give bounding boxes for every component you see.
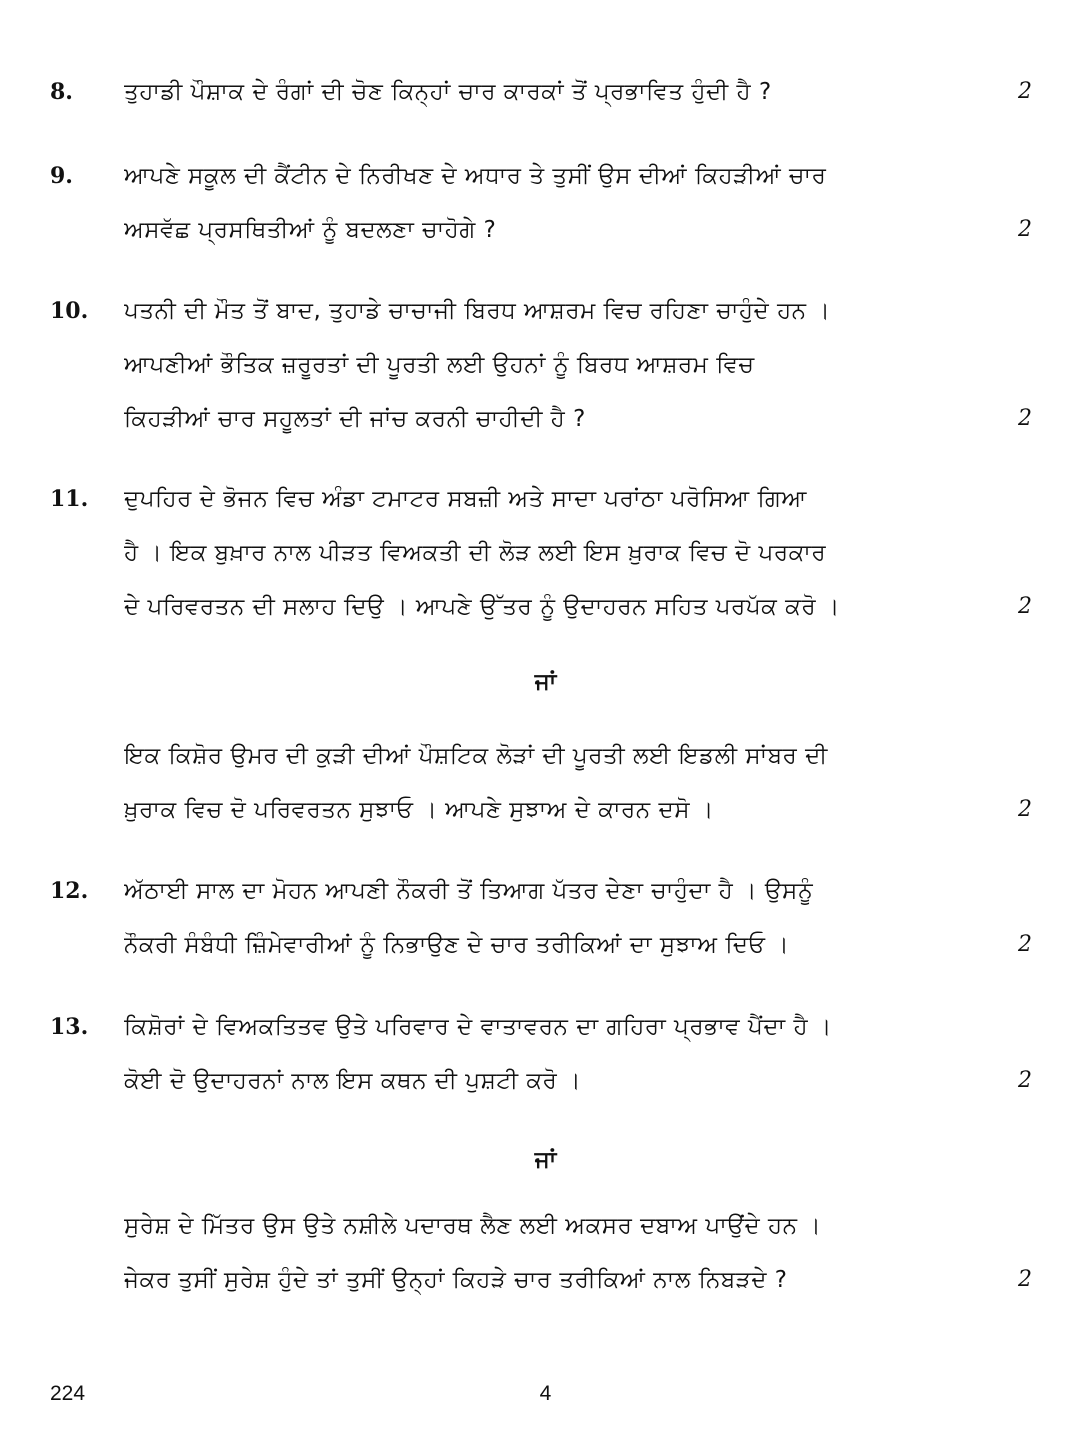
question-text [124, 65, 982, 119]
question-line: ਹੈ । ਇਕ ਬੁਖ਼ਾਰ ਨਾਲ ਪੀੜਤ ਵਿਅਕਤੀ ਦੀ ਲੋੜ ਲਈ ਇਸ ਖ਼ੁਰਾਕ ਵਿਚ ਦੋ ਪਰਕਾਰ [124, 540, 827, 566]
question-line: ਕਿਸ਼ੋਰਾਂ ਦੇ ਵਿਅਕਤਿਤਵ ਉਤੇ ਪਰਿਵਾਰ ਦੇ ਵਾਤਾਵਰਨ ਦਾ ਗਹਿਰਾ ਪ੍ਰਭਾਵ ਪੈਂਦਾ ਹੈ । [124, 1014, 832, 1040]
question-line: ਦੁਪਹਿਰ ਦੇ ਭੋਜਨ ਵਿਚ ਅੰਡਾ ਟਮਾਟਰ ਸਬਜ਼ੀ ਅਤੇ ਸਾਦਾ ਪਰਾਂਠਾ ਪਰੋਸਿਆ ਗਿਆ [124, 486, 807, 512]
question-line: ਨੌਕਰੀ ਸੰਬੰਧੀ ਜ਼ਿੰਮੇਵਾਰੀਆਂ ਨੂੰ ਨਿਭਾਉਣ ਦੇ ਚਾਰ ਤਰੀਕਿਆਂ ਦਾ ਸੁਝਾਅ ਦਿਓ । [124, 932, 790, 958]
question-line: ਦੇ ਪਰਿਵਰਤਨ ਦੀ ਸਲਾਹ ਦਿਉ । ਆਪਣੇ ਉੱਤਰ ਨੂੰ ਉਦਾਹਰਨ ਸਹਿਤ ਪਰਪੱਕ ਕਰੋ । [124, 594, 840, 620]
question-text [124, 1199, 982, 1307]
or-label: ਜਾਂ [534, 1147, 557, 1173]
page-number: 4 [539, 1382, 552, 1405]
question-number: 9. [50, 163, 73, 189]
question-line: ਤੁਹਾਡੀ ਪੌਸ਼ਾਕ ਦੇ ਰੰਗਾਂ ਦੀ ਚੋਣ ਕਿਨ੍ਹਾਂ ਚਾਰ ਕਾਰਕਾਂ ਤੋਂ ਪ੍ਰਭਾਵਿਤ ਹੁੰਦੀ ਹੈ ? [124, 79, 772, 105]
question-number: 11. [50, 486, 89, 512]
paper-code: 224 [50, 1382, 86, 1405]
question-marks: 2 [1018, 217, 1032, 242]
question-line: ਅਸਵੱਛ ਪ੍ਰਸਥਿਤੀਆਂ ਨੂੰ ਬਦਲਣਾ ਚਾਹੋਗੇ ? [124, 217, 497, 243]
question-text [124, 284, 982, 446]
question-number: 10. [50, 298, 89, 324]
question-marks: 2 [1018, 932, 1032, 957]
question-marks: 2 [1018, 1267, 1032, 1292]
question-text [124, 864, 982, 972]
question-line: ਆਪਣੇ ਸਕੂਲ ਦੀ ਕੈਂਟੀਨ ਦੇ ਨਿਰੀਖਣ ਦੇ ਅਧਾਰ ਤੇ ਤੁਸੀਂ ਉਸ ਦੀਆਂ ਕਿਹੜੀਆਂ ਚਾਰ [124, 163, 827, 189]
question-number: 13. [50, 1014, 89, 1040]
question-text [124, 729, 982, 837]
question-line: ਅੱਠਾਈ ਸਾਲ ਦਾ ਮੋਹਨ ਆਪਣੀ ਨੌਕਰੀ ਤੋਂ ਤਿਆਗ ਪੱਤਰ ਦੇਣਾ ਚਾਹੁੰਦਾ ਹੈ । ਉਸਨੂੰ [124, 878, 814, 904]
or-label: ਜਾਂ [534, 669, 557, 695]
question-marks: 2 [1018, 797, 1032, 822]
question-text [124, 1000, 982, 1108]
question-marks: 2 [1018, 79, 1032, 104]
question-line: ਪਤਨੀ ਦੀ ਮੌਤ ਤੋਂ ਬਾਦ, ਤੁਹਾਡੇ ਚਾਚਾਜੀ ਬਿਰਧ ਆਸ਼ਰਮ ਵਿਚ ਰਹਿਣਾ ਚਾਹੁੰਦੇ ਹਨ । [124, 298, 831, 324]
question-number: 8. [50, 79, 73, 105]
question-marks: 2 [1018, 1068, 1032, 1093]
question-line: ਸੁਰੇਸ਼ ਦੇ ਮਿੱਤਰ ਉਸ ਉਤੇ ਨਸ਼ੀਲੇ ਪਦਾਰਥ ਲੈਣ ਲਈ ਅਕਸਰ ਦਬਾਅ ਪਾਉਂਦੇ ਹਨ । [124, 1213, 822, 1239]
question-line: ਕੋਈ ਦੋ ਉਦਾਹਰਨਾਂ ਨਾਲ ਇਸ ਕਥਨ ਦੀ ਪੁਸ਼ਟੀ ਕਰੋ । [124, 1068, 582, 1094]
question-text [124, 472, 982, 634]
question-text [124, 149, 982, 257]
question-marks: 2 [1018, 594, 1032, 619]
question-line: ਖ਼ੁਰਾਕ ਵਿਚ ਦੋ ਪਰਿਵਰਤਨ ਸੁਝਾਓ । ਆਪਣੇ ਸੁਝਾਅ ਦੇ ਕਾਰਨ ਦਸੋ । [124, 797, 714, 823]
question-marks: 2 [1018, 406, 1032, 431]
question-number: 12. [50, 878, 89, 904]
question-line: ਇਕ ਕਿਸ਼ੋਰ ਉਮਰ ਦੀ ਕੁੜੀ ਦੀਆਂ ਪੌਸ਼ਟਿਕ ਲੋੜਾਂ ਦੀ ਪੂਰਤੀ ਲਈ ਇਡਲੀ ਸਾਂਬਰ ਦੀ [124, 743, 828, 769]
question-line: ਕਿਹੜੀਆਂ ਚਾਰ ਸਹੂਲਤਾਂ ਦੀ ਜਾਂਚ ਕਰਨੀ ਚਾਹੀਦੀ ਹੈ ? [124, 406, 586, 432]
question-line: ਆਪਣੀਆਂ ਭੌਤਿਕ ਜ਼ਰੂਰਤਾਂ ਦੀ ਪੂਰਤੀ ਲਈ ਉਹਨਾਂ ਨੂੰ ਬਿਰਧ ਆਸ਼ਰਮ ਵਿਚ [124, 352, 755, 378]
question-line: ਜੇਕਰ ਤੁਸੀਂ ਸੁਰੇਸ਼ ਹੁੰਦੇ ਤਾਂ ਤੁਸੀਂ ਉਨ੍ਹਾਂ ਕਿਹੜੇ ਚਾਰ ਤਰੀਕਿਆਂ ਨਾਲ ਨਿਬੜਦੇ ? [124, 1267, 788, 1293]
